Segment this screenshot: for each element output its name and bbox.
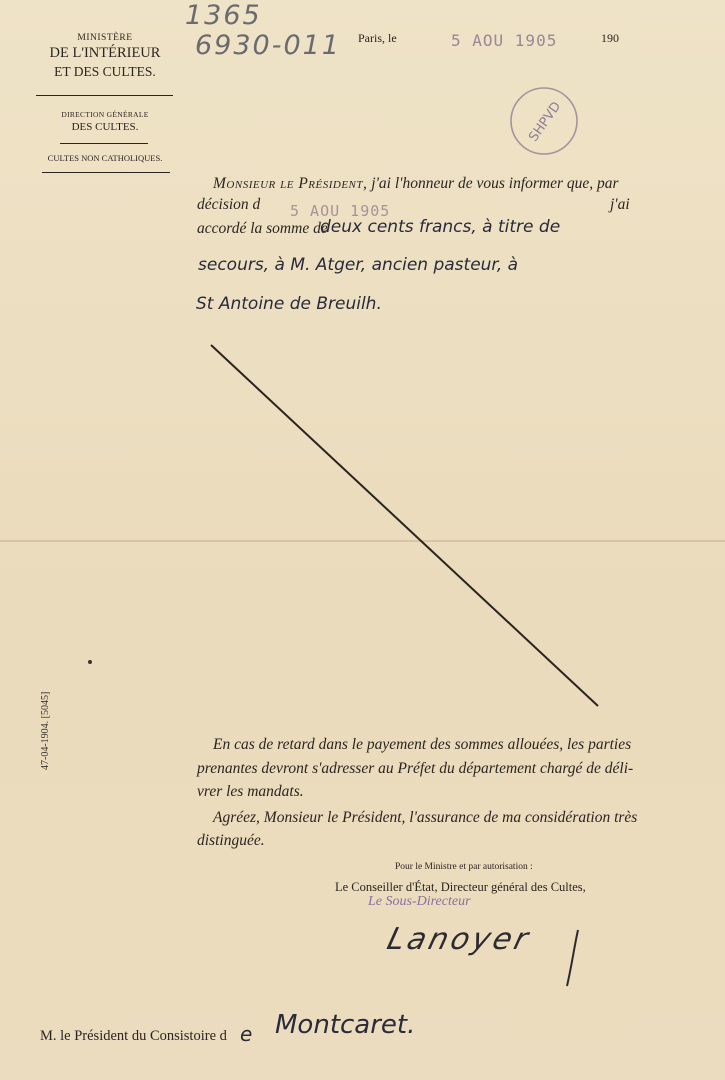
salutation: Monsieur le Président, [213, 175, 368, 192]
sum-label: accordé la somme de [197, 220, 328, 237]
delay-notice-3: vrer les mandats. [197, 783, 304, 800]
date-stamp: 5 AOU 1905 [451, 31, 558, 50]
pencil-note-1: 1365 [185, 0, 262, 31]
closing-2: distinguée. [197, 832, 265, 849]
addressee-handwritten-prefix: e [240, 1022, 253, 1046]
decision-label: décision d [197, 196, 261, 213]
decision-date-stamp: 5 AOU 1905 [290, 202, 391, 220]
jai-word: j'ai [610, 196, 630, 213]
ministry-small: MINISTÈRE [77, 33, 133, 43]
ink-dot [88, 660, 92, 664]
signature: Lanoyer [383, 922, 535, 957]
ministry-line2: ET DES CULTES. [54, 64, 156, 79]
signature-line-1: Pour le Ministre et par autorisation : [395, 862, 533, 872]
closing-1: Agréez, Monsieur le Président, l'assurance de ma considération très [213, 809, 638, 826]
direction: DES CULTES. [71, 121, 139, 133]
service-label: CULTES NON CATHOLIQUES. [47, 153, 163, 163]
addressee-printed: M. le Président du Consistoire d [40, 1028, 227, 1044]
signature-line-2: Le Conseiller d'État, Directeur général des Cultes, [335, 880, 586, 894]
direction-small: DIRECTION GÉNÉRALE [61, 110, 149, 119]
delay-notice-1: En cas de retard dans le payement des sommes allouées, les parties [213, 736, 632, 753]
sous-directeur-stamp: Le Sous-Directeur [368, 894, 471, 909]
intro-rest: j'ai l'honneur de vous informer que, par [371, 175, 619, 192]
delay-notice-2: prenantes devront s'adresser au Préfet du département chargé de déli- [197, 760, 634, 777]
year-prefix: 190 [601, 31, 619, 45]
addressee-place: Montcaret. [275, 1010, 416, 1040]
ministry-line1: DE L'INTÉRIEUR [49, 45, 161, 61]
signature-stroke [560, 928, 590, 990]
handwritten-line-2: secours, à M. Atger, ancien pasteur, à [198, 255, 519, 275]
archive-stamp-text: SHPVD [526, 99, 565, 145]
dateline-city: Paris, le [358, 31, 397, 45]
handwritten-line-1: deux cents francs, à titre de [320, 217, 561, 237]
handwritten-line-3: St Antoine de Breuilh. [196, 294, 382, 314]
pencil-note-2: 6930-011 [195, 30, 341, 61]
side-reference: 47-04-1904. [5045] [40, 691, 51, 770]
